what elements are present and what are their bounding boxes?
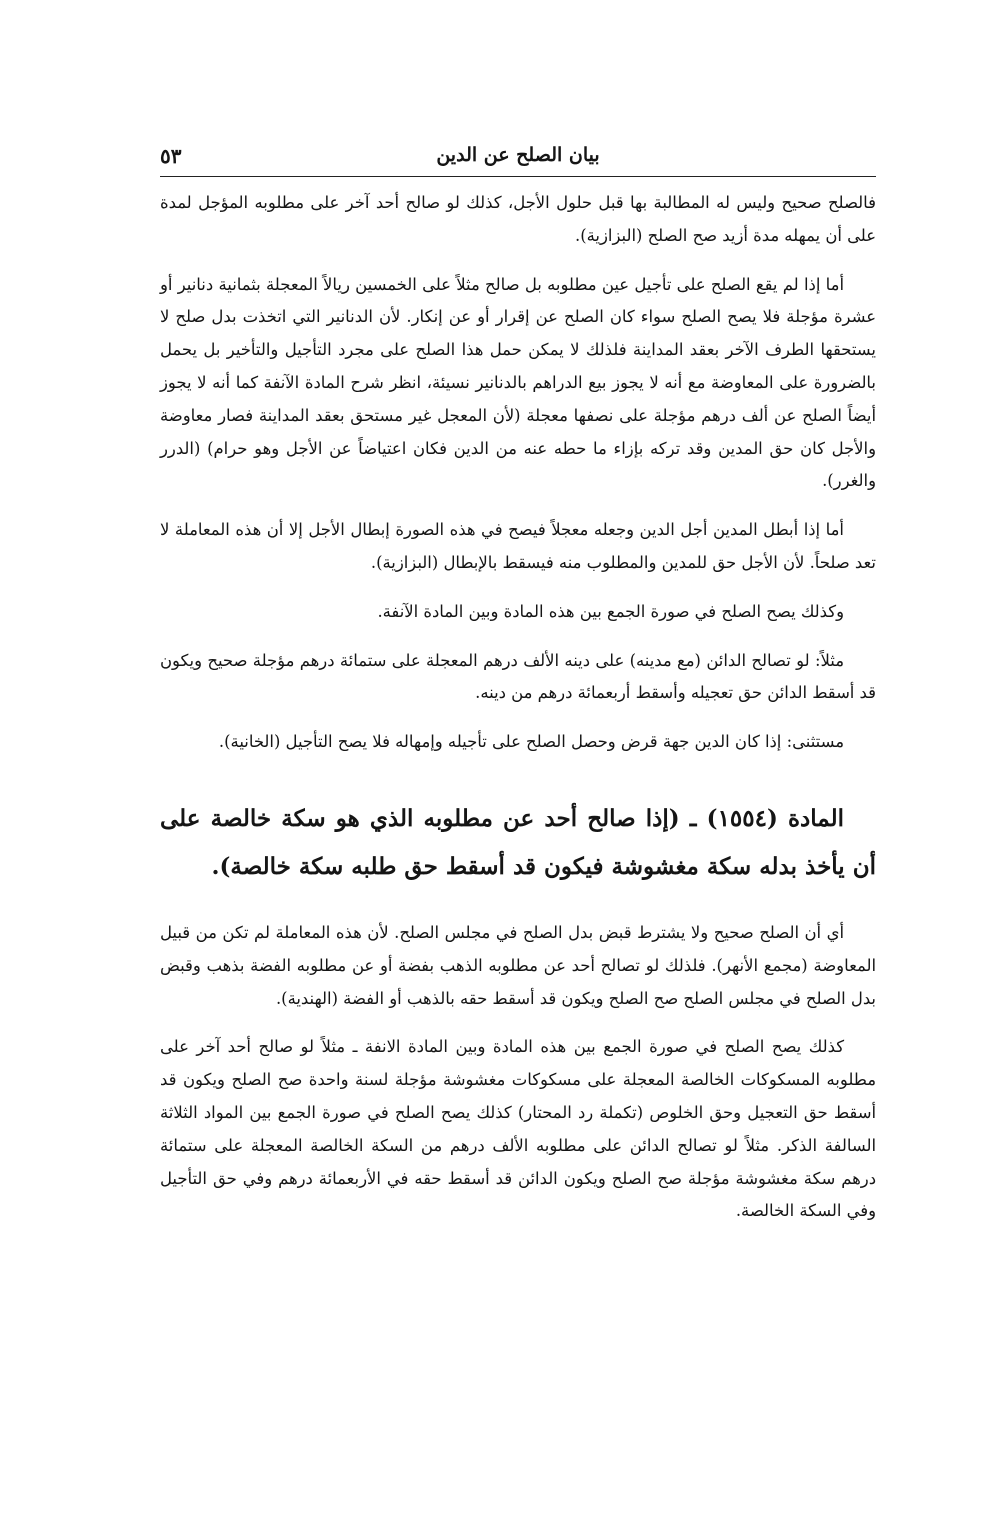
paragraph: وكذلك يصح الصلح في صورة الجمع بين هذه المادة وبين المادة الآنفة. (377, 601, 844, 621)
page-number: ٥٣ (160, 144, 182, 168)
paragraph: كذلك يصح الصلح في صورة الجمع بين هذه المادة وبين المادة الانفة ـ مثلاً لو صالح أحد آخر على مطلوبه المسكوكات الخالصة المعجلة على مسكوكات مغشوشة مؤجلة لسنة واحدة صح الصلح ويكون قد أسقط حق التعجيل وحق الخلوص (تكملة رد المحتار) كذلك يصح الصلح في صورة الجمع بين المواد الثلاثة السالفة الذكر. مثلاً لو تصالح الدائن على مطلوبه الألف درهم من السكة الخالصة المعجلة على ستمائة درهم سكة مغشوشة مؤجلة صح الصلح ويكون الدائن قد أسقط حقه في الأربعمائة درهم وفي حق التأجيل وفي السكة الخالصة. (160, 1037, 876, 1221)
article-heading: المادة (١٥٥٤) ـ (إذا صالح أحد عن مطلوبه الذي هو سكة خالصة على أن يأخذ بدله سكة مغشوشة فيكون قد أسقط حق طلبه سكة خالصة). (160, 804, 876, 880)
paragraph: أما إذا أبطل المدين أجل الدين وجعله معجلاً فيصح في هذه الصورة إبطال الأجل إلا أن هذه المعاملة لا تعد صلحاً. لأن الأجل حق للمدين والمطلوب منه فيسقط بالإبطال (البزازية). (160, 520, 876, 572)
paragraph: أما إذا لم يقع الصلح على تأجيل عين مطلوبه بل صالح مثلاً على الخمسين ريالاً المعجلة بثمانية دنانير أو عشرة مؤجلة فلا يصح الصلح سواء كان الصلح عن إقرار أو عن إنكار. لأن الدنانير التي اتخذت بدل صلح لا يستحقها الطرف الآخر بعقد المداينة فلذلك لا يمكن حمل هذا الصلح على مجرد التأجيل والتأخير بل يحمل بالضرورة على المعاوضة مع أنه لا يجوز بيع الدراهم بالدنانير نسيئة، انظر شرح المادة الآنفة كما أنه لا يجوز أيضاً الصلح عن ألف درهم مؤجلة على نصفها معجلة (لأن المعجل غير مستحق بعقد المداينة فصار معاوضة والأجل كان حق المدين وقد تركه بإزاء ما حطه عنه من الدين فكان اعتياضاً عن الأجل وهو حرام) (الدرر والغرر). (160, 274, 876, 491)
running-title: بيان الصلح عن الدين (436, 144, 600, 166)
paragraph: فالصلح صحيح وليس له المطالبة بها قبل حلول الأجل، كذلك لو صالح أحد آخر على مطلوبه المؤجل لمدة على أن يمهله مدة أزيد صح الصلح (البزازية). (160, 193, 876, 245)
paragraph: أي أن الصلح صحيح ولا يشترط قبض بدل الصلح في مجلس الصلح. لأن هذه المعاملة لم تكن من قبيل المعاوضة (مجمع الأنهر). فلذلك لو تصالح أحد عن مطلوبه الذهب بفضة أو عن مطلوبه الفضة بذهب وقبض بدل الصلح في مجلس الصلح صح الصلح ويكون قد أسقط حقه بالذهب أو الفضة (الهندية). (160, 922, 876, 1008)
book-page (160, 140, 876, 1244)
paragraph: مستثنى: إذا كان الدين جهة قرض وحصل الصلح على تأجيله وإمهاله فلا يصح التأجيل (الخانية). (218, 732, 844, 752)
page-header (160, 140, 876, 177)
paragraph: مثلاً: لو تصالح الدائن (مع مدينه) على دينه الألف درهم المعجلة على ستمائة درهم مؤجلة صحيح ويكون قد أسقط الدائن حق تعجيله وأسقط أربعمائة درهم من دينه. (160, 650, 876, 703)
page-body (160, 177, 876, 1228)
